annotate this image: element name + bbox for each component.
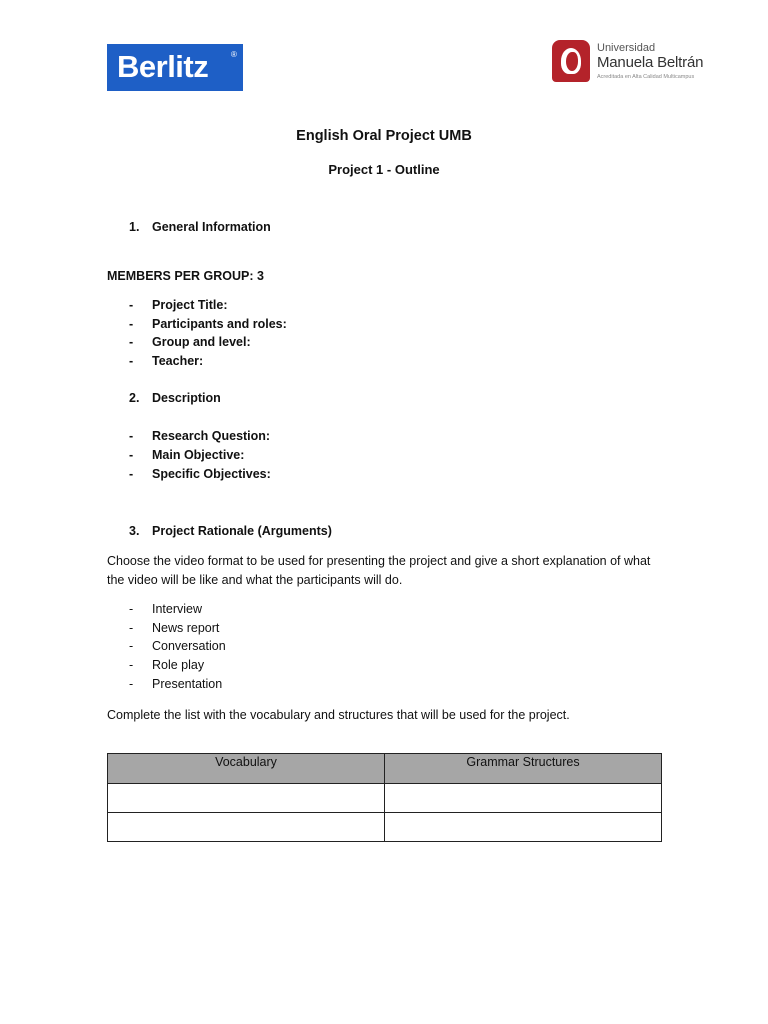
document-subtitle: Project 1 - Outline <box>328 162 440 177</box>
table-cell[interactable] <box>108 784 385 813</box>
list-item-label: Interview <box>152 602 203 616</box>
column-header-grammar-structures: Grammar Structures <box>385 754 662 784</box>
berlitz-logo-text: Berlitz <box>117 49 209 84</box>
section-2-number: 2. <box>129 391 140 405</box>
list-item-label: Main Objective: <box>152 448 245 462</box>
list-item-label: Presentation <box>152 677 223 691</box>
list-item: - News report <box>129 621 220 635</box>
umb-emblem-icon <box>552 40 590 82</box>
section-3-intro: Choose the video format to be used for presenting the project and give a short explanation of what the video will be like and what the participants will do. <box>107 554 651 587</box>
berlitz-logo <box>107 44 243 91</box>
table-row <box>108 813 662 842</box>
members-per-group: MEMBERS PER GROUP: 3 <box>107 269 264 283</box>
list-item: - Presentation <box>129 677 223 691</box>
document-title: English Oral Project UMB <box>296 128 472 144</box>
list-item-label: Research Question: <box>152 429 271 443</box>
section-3-heading <box>0 524 768 542</box>
list-item: - Specific Objectives: <box>129 467 271 481</box>
list-item-label: Teacher: <box>152 354 204 368</box>
umb-logo-line3: Acreditada en Alta Calidad Multicampus <box>597 74 695 80</box>
table-cell[interactable] <box>385 784 662 813</box>
table-cell[interactable] <box>385 813 662 842</box>
list-item-label: Project Title: <box>152 298 228 312</box>
table-row <box>108 784 662 813</box>
list-item: - Conversation <box>129 639 226 653</box>
list-item-label: Specific Objectives: <box>152 467 271 481</box>
list-item-label: Role play <box>152 658 205 672</box>
section-1-number: 1. <box>129 220 140 234</box>
section-3-title: Project Rationale (Arguments) <box>152 524 332 538</box>
list-item: - Research Question: <box>129 429 271 443</box>
section-1-heading <box>0 220 768 238</box>
umb-logo-line1: Universidad <box>597 42 656 54</box>
section-3-number: 3. <box>129 524 140 538</box>
list-item-label: Group and level: <box>152 335 251 349</box>
list-item-label: Participants and roles: <box>152 317 287 331</box>
list-item: - Participants and roles: <box>129 317 287 331</box>
section-2-title: Description <box>152 391 221 405</box>
list-item: - Group and level: <box>129 335 251 349</box>
column-header-vocabulary: Vocabulary <box>108 754 385 784</box>
list-item: - Main Objective: <box>129 448 245 462</box>
list-item: - Role play <box>129 658 205 672</box>
section-2-heading <box>0 391 768 409</box>
table-cell[interactable] <box>108 813 385 842</box>
list-item-label: Conversation <box>152 639 226 653</box>
umb-logo-line2: Manuela Beltrán <box>597 54 704 71</box>
registered-mark: ® <box>231 50 237 59</box>
vocabulary-grammar-table <box>107 753 662 842</box>
table-header-row <box>108 754 662 784</box>
section-1-title: General Information <box>152 220 271 234</box>
list-item: - Teacher: <box>129 354 204 368</box>
umb-logo <box>552 40 708 86</box>
list-item-label: News report <box>152 621 220 635</box>
list-item: - Interview <box>129 602 203 616</box>
list-item: - Project Title: <box>129 298 228 312</box>
section-3-instruction: Complete the list with the vocabulary and structures that will be used for the project. <box>107 708 570 722</box>
